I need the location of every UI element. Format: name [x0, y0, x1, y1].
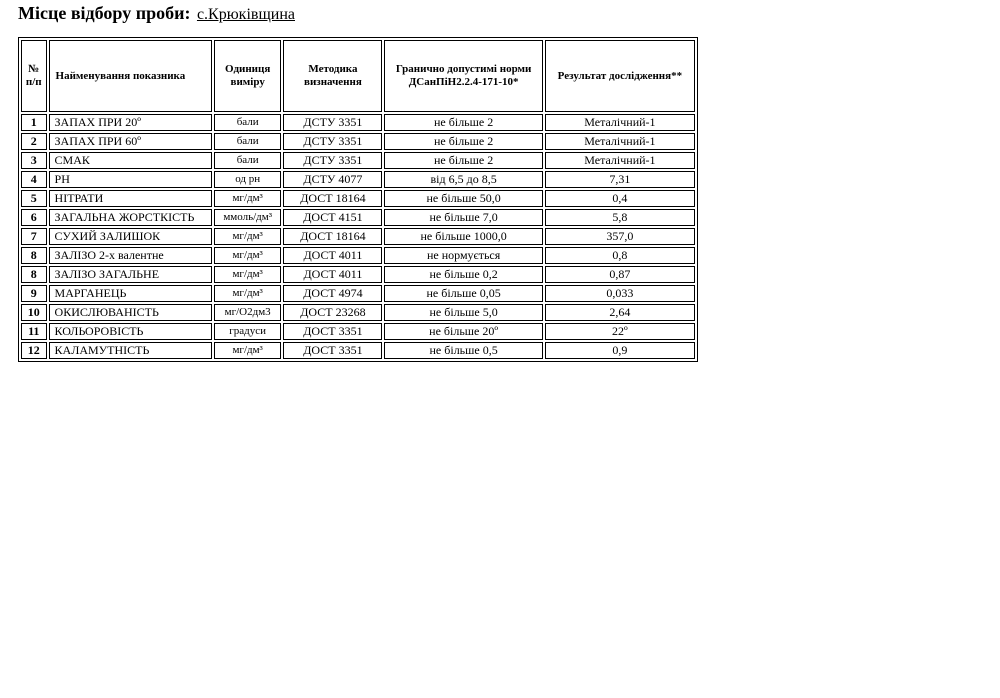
unit-cell: од рн — [214, 171, 281, 188]
table-row — [21, 304, 695, 321]
method-cell: ДСТУ 3351 — [283, 152, 382, 169]
method-cell: ДСТУ 4077 — [283, 171, 382, 188]
unit-cell: ммоль/дм³ — [214, 209, 281, 226]
limit-cell: не більше 20º — [384, 323, 542, 340]
page-heading — [18, 2, 295, 26]
row-number-cell: 4 — [21, 171, 47, 188]
result-cell: Металічний-1 — [545, 152, 695, 169]
row-number-cell: 11 — [21, 323, 47, 340]
table-row — [21, 114, 695, 131]
limit-cell: не більше 5,0 — [384, 304, 542, 321]
table-row — [21, 228, 695, 245]
table-row — [21, 247, 695, 264]
indicator-name-cell: ЗАЛІЗО ЗАГАЛЬНЕ — [49, 266, 212, 283]
unit-cell: градуси — [214, 323, 281, 340]
result-cell: 5,8 — [545, 209, 695, 226]
table-row — [21, 323, 695, 340]
table-row — [21, 133, 695, 150]
unit-cell: мг/дм³ — [214, 266, 281, 283]
result-cell: 0,9 — [545, 342, 695, 359]
results-table — [18, 37, 698, 362]
row-number-cell: 1 — [21, 114, 47, 131]
unit-cell: мг/дм³ — [214, 285, 281, 302]
limit-cell: не більше 50,0 — [384, 190, 542, 207]
limit-cell: не більше 0,05 — [384, 285, 542, 302]
method-cell: ДОСТ 4011 — [283, 266, 382, 283]
row-number-cell: 3 — [21, 152, 47, 169]
limit-cell: не більше 1000,0 — [384, 228, 542, 245]
result-cell: Металічний-1 — [545, 114, 695, 131]
header-method: Методика визначення — [283, 40, 382, 112]
header-number: № п/п — [21, 40, 47, 112]
row-number-cell: 9 — [21, 285, 47, 302]
header-unit: Одиниця виміру — [214, 40, 281, 112]
result-cell: 0,8 — [545, 247, 695, 264]
table-row — [21, 190, 695, 207]
limit-cell: не більше 2 — [384, 152, 542, 169]
unit-cell: бали — [214, 133, 281, 150]
result-cell: Металічний-1 — [545, 133, 695, 150]
row-number-cell: 10 — [21, 304, 47, 321]
indicator-name-cell: ОКИСЛЮВАНІСТЬ — [49, 304, 212, 321]
limit-cell: не більше 2 — [384, 133, 542, 150]
method-cell: ДОСТ 23268 — [283, 304, 382, 321]
indicator-name-cell: ЗАПАХ ПРИ 60º — [49, 133, 212, 150]
limit-cell: не більше 0,5 — [384, 342, 542, 359]
method-cell: ДОСТ 3351 — [283, 342, 382, 359]
indicator-name-cell: НІТРАТИ — [49, 190, 212, 207]
result-cell: 0,87 — [545, 266, 695, 283]
indicator-name-cell: СУХИЙ ЗАЛИШОК — [49, 228, 212, 245]
header-limit: Гранично допустимі норми ДСанПіН2.2.4-171-10* — [384, 40, 542, 112]
row-number-cell: 2 — [21, 133, 47, 150]
result-cell: 7,31 — [545, 171, 695, 188]
row-number-cell: 7 — [21, 228, 47, 245]
method-cell: ДОСТ 4974 — [283, 285, 382, 302]
row-number-cell: 6 — [21, 209, 47, 226]
limit-cell: не більше 0,2 — [384, 266, 542, 283]
indicator-name-cell: МАРГАНЕЦЬ — [49, 285, 212, 302]
method-cell: ДСТУ 3351 — [283, 114, 382, 131]
table-row — [21, 342, 695, 359]
limit-cell: не нормується — [384, 247, 542, 264]
method-cell: ДОСТ 4011 — [283, 247, 382, 264]
table-row — [21, 152, 695, 169]
unit-cell: мг/О2дм3 — [214, 304, 281, 321]
limit-cell: не більше 2 — [384, 114, 542, 131]
row-number-cell: 12 — [21, 342, 47, 359]
table-row — [21, 285, 695, 302]
table-body — [21, 114, 695, 359]
header-result: Результат дослідження** — [545, 40, 695, 112]
table-row — [21, 266, 695, 283]
result-cell: 22º — [545, 323, 695, 340]
unit-cell: бали — [214, 114, 281, 131]
method-cell: ДСТУ 3351 — [283, 133, 382, 150]
limit-cell: не більше 7,0 — [384, 209, 542, 226]
unit-cell: бали — [214, 152, 281, 169]
table-header-row — [21, 40, 695, 112]
method-cell: ДОСТ 18164 — [283, 228, 382, 245]
indicator-name-cell: ЗАЛІЗО 2-х валентне — [49, 247, 212, 264]
unit-cell: мг/дм³ — [214, 247, 281, 264]
row-number-cell: 8 — [21, 247, 47, 264]
limit-cell: від 6,5 до 8,5 — [384, 171, 542, 188]
unit-cell: мг/дм³ — [214, 190, 281, 207]
indicator-name-cell: ЗАГАЛЬНА ЖОРСТКІСТЬ — [49, 209, 212, 226]
table-row — [21, 171, 695, 188]
table-row — [21, 209, 695, 226]
result-cell: 357,0 — [545, 228, 695, 245]
method-cell: ДОСТ 4151 — [283, 209, 382, 226]
sampling-place-label: Місце відбору проби: — [18, 3, 191, 23]
result-cell: 0,033 — [545, 285, 695, 302]
unit-cell: мг/дм³ — [214, 228, 281, 245]
method-cell: ДОСТ 3351 — [283, 323, 382, 340]
sampling-place-value: с.Крюківщина — [196, 6, 295, 23]
method-cell: ДОСТ 18164 — [283, 190, 382, 207]
row-number-cell: 5 — [21, 190, 47, 207]
unit-cell: мг/дм³ — [214, 342, 281, 359]
indicator-name-cell: ЗАПАХ ПРИ 20º — [49, 114, 212, 131]
indicator-name-cell: КОЛЬОРОВІСТЬ — [49, 323, 212, 340]
indicator-name-cell: СМАК — [49, 152, 212, 169]
indicator-name-cell: КАЛАМУТНІСТЬ — [49, 342, 212, 359]
indicator-name-cell: РН — [49, 171, 212, 188]
result-cell: 2,64 — [545, 304, 695, 321]
row-number-cell: 8 — [21, 266, 47, 283]
result-cell: 0,4 — [545, 190, 695, 207]
header-indicator-name: Найменування показника — [49, 40, 212, 112]
